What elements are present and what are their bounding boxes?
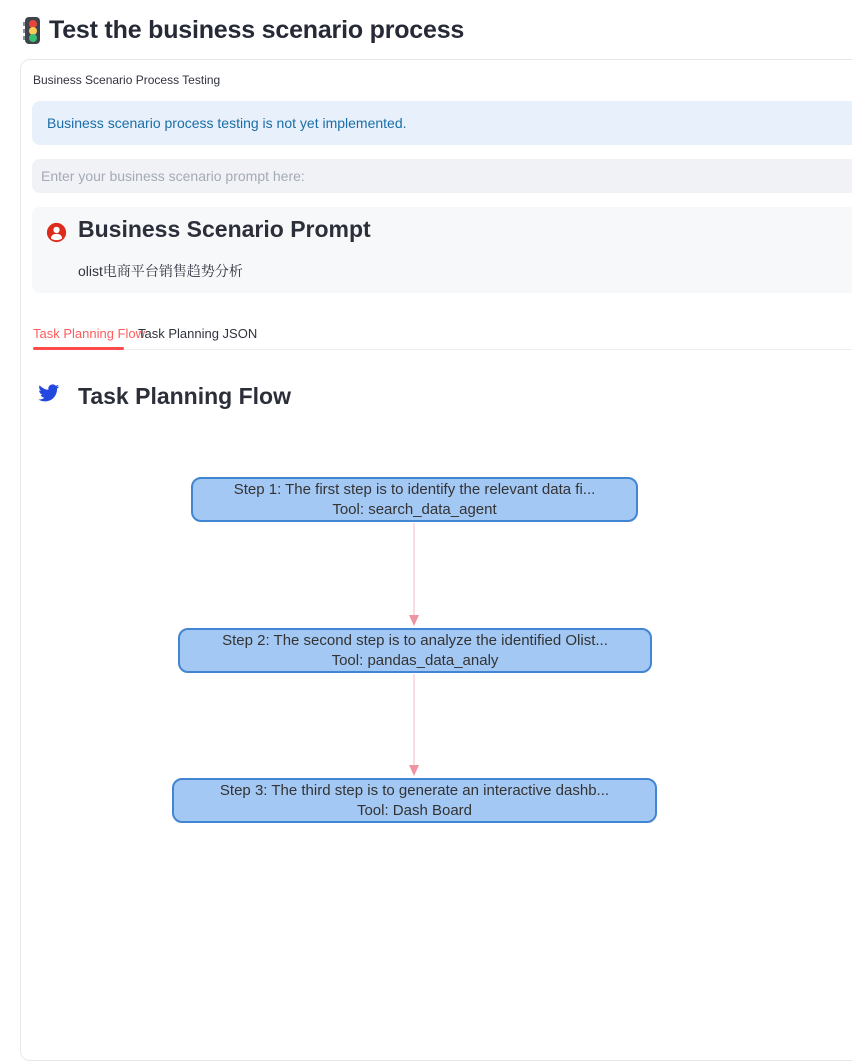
page-title: Test the business scenario process [49, 16, 465, 44]
scenario-test-card [20, 59, 852, 1061]
flow-node-step-3-line1: Step 3: The third step is to generate an interactive dashb... [219, 781, 610, 799]
flow-node-step-2-line2: Tool: pandas_data_analy [331, 651, 499, 669]
user-avatar-icon [46, 222, 67, 243]
scenario-prompt-input[interactable] [32, 159, 852, 193]
card-label: Business Scenario Process Testing [33, 73, 221, 87]
page-header [25, 16, 464, 45]
tabs-divider [33, 349, 852, 350]
info-alert [32, 101, 852, 145]
prompt-text: olist电商平台销售趋势分析 [78, 263, 243, 279]
flow-node-step-1-line2: Tool: search_data_agent [332, 500, 497, 518]
traffic-light-icon [25, 17, 40, 44]
flow-edge-1 [413, 523, 415, 615]
flow-node-step-3 [172, 778, 657, 823]
flow-node-step-1-line1: Step 1: The first step is to identify the relevant data fi... [233, 480, 596, 498]
twitter-bird-icon [37, 382, 60, 404]
flow-edge-2-arrowhead-icon [409, 765, 419, 776]
prompt-message-block [32, 207, 852, 293]
prompt-heading: Business Scenario Prompt [78, 216, 371, 242]
flow-node-step-2 [178, 628, 652, 673]
flow-node-step-3-line2: Tool: Dash Board [356, 801, 473, 819]
active-tab-underline [33, 347, 124, 350]
flow-edge-2 [413, 674, 415, 765]
tab-task-planning-flow[interactable]: Task Planning Flow [33, 326, 145, 341]
flow-node-step-2-line1: Step 2: The second step is to analyze the identified Olist... [222, 631, 608, 649]
flow-node-step-1 [191, 477, 638, 522]
info-alert-text: Business scenario process testing is not yet implemented. [47, 115, 407, 131]
tab-task-planning-json[interactable]: Task Planning JSON [138, 326, 258, 341]
flow-section-heading: Task Planning Flow [78, 383, 291, 409]
flow-edge-1-arrowhead-icon [409, 615, 419, 626]
